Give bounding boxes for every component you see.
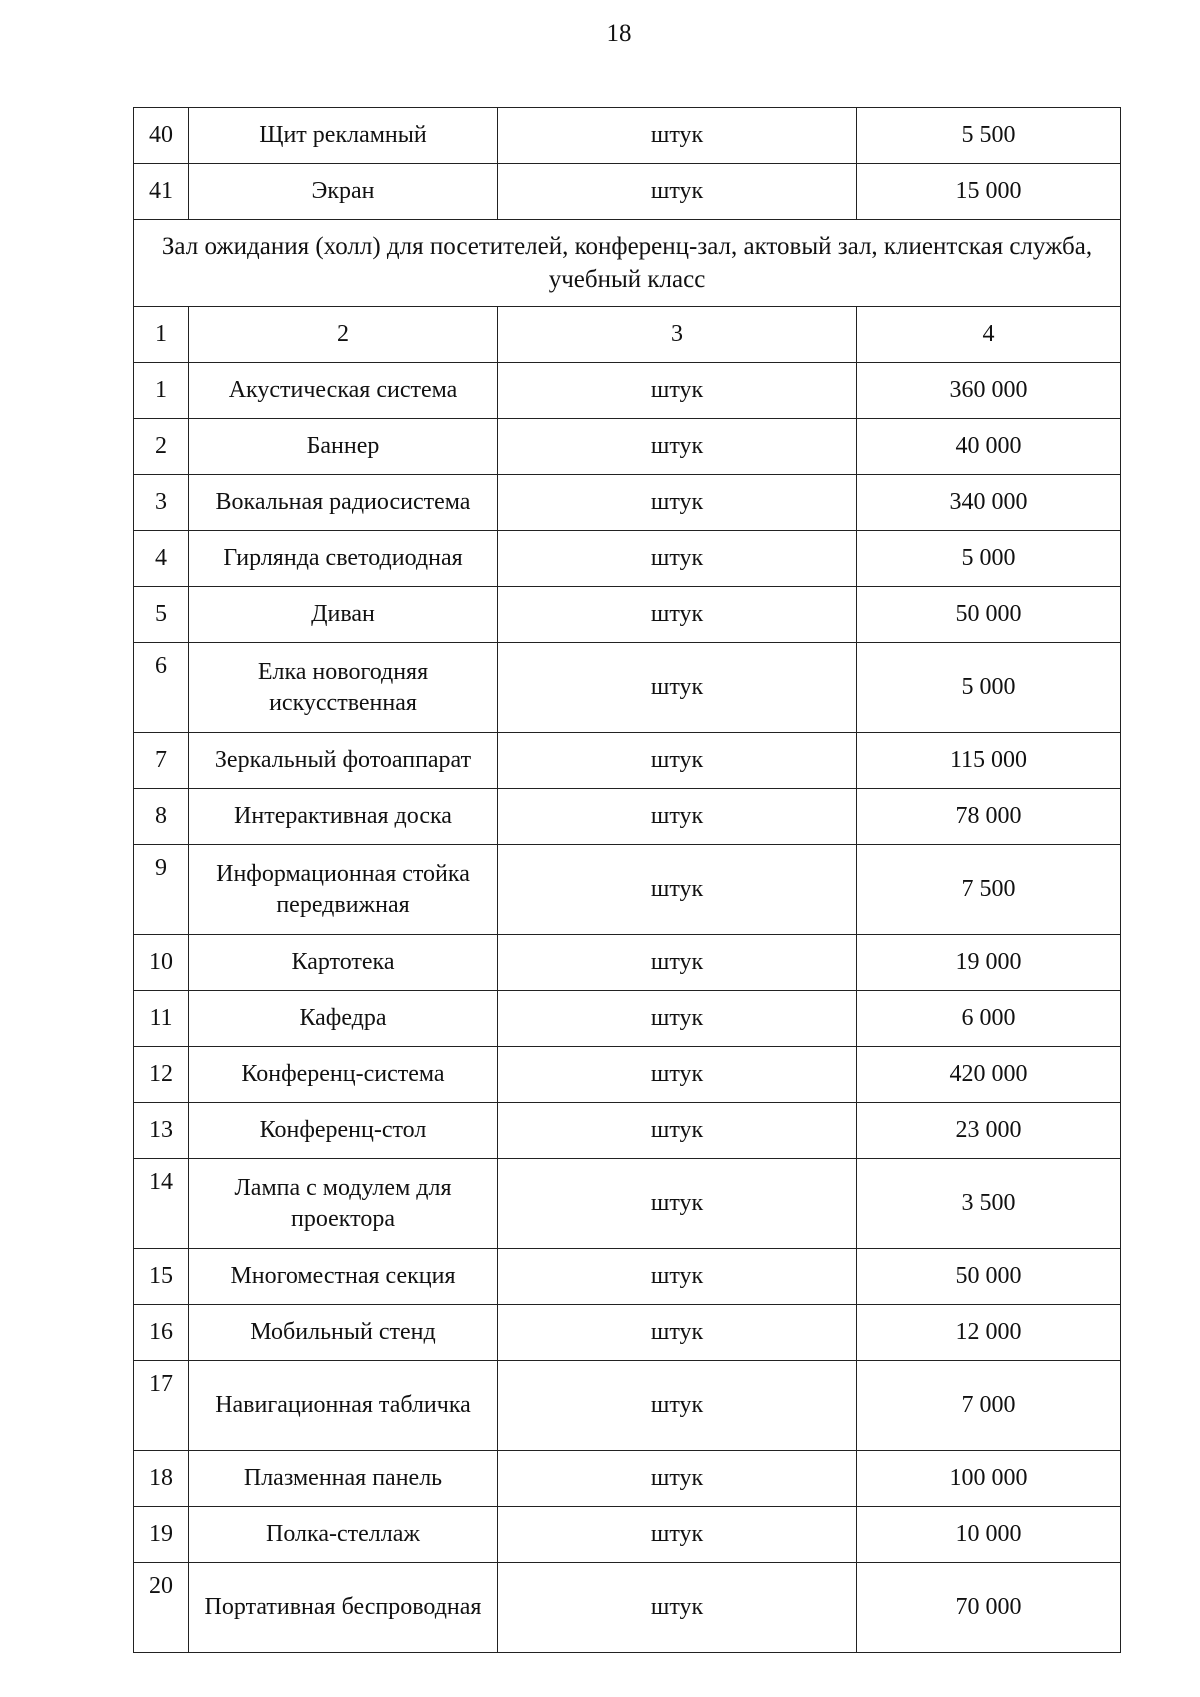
price-table <box>133 107 1121 1653</box>
item-price: 5 000 <box>857 643 1121 733</box>
table-row <box>134 1451 1121 1507</box>
item-price: 12 000 <box>857 1305 1121 1361</box>
table-row <box>134 1047 1121 1103</box>
item-name: Мобильный стенд <box>189 1305 498 1361</box>
item-price: 70 000 <box>857 1563 1121 1653</box>
table-row <box>134 1103 1121 1159</box>
row-number: 15 <box>134 1249 189 1305</box>
column-number-4: 4 <box>857 307 1121 363</box>
row-number: 16 <box>134 1305 189 1361</box>
row-number: 17 <box>134 1361 189 1451</box>
row-number: 3 <box>134 475 189 531</box>
column-number-row <box>134 307 1121 363</box>
table-row <box>134 789 1121 845</box>
item-unit: штук <box>498 363 857 419</box>
item-name: Зеркальный фотоаппарат <box>189 733 498 789</box>
item-unit: штук <box>498 587 857 643</box>
row-number: 6 <box>134 643 189 733</box>
item-price: 50 000 <box>857 587 1121 643</box>
section-row <box>134 220 1121 307</box>
item-price: 6 000 <box>857 991 1121 1047</box>
item-unit: штук <box>498 108 857 164</box>
item-unit: штук <box>498 935 857 991</box>
item-unit: штук <box>498 733 857 789</box>
item-name: Вокальная радиосистема <box>189 475 498 531</box>
row-number: 41 <box>134 164 189 220</box>
row-number: 13 <box>134 1103 189 1159</box>
table-row <box>134 991 1121 1047</box>
item-unit: штук <box>498 789 857 845</box>
item-unit: штук <box>498 845 857 935</box>
table-row <box>134 733 1121 789</box>
item-unit: штук <box>498 643 857 733</box>
item-unit: штук <box>498 1507 857 1563</box>
row-number: 11 <box>134 991 189 1047</box>
table-row <box>134 643 1121 733</box>
item-unit: штук <box>498 475 857 531</box>
table-row <box>134 363 1121 419</box>
row-number: 10 <box>134 935 189 991</box>
table-row <box>134 1563 1121 1653</box>
item-price: 100 000 <box>857 1451 1121 1507</box>
table-row <box>134 1159 1121 1249</box>
item-name: Информационная стойка передвижная <box>189 845 498 935</box>
item-unit: штук <box>498 419 857 475</box>
column-number-1: 1 <box>134 307 189 363</box>
row-number: 40 <box>134 108 189 164</box>
row-number: 12 <box>134 1047 189 1103</box>
item-price: 420 000 <box>857 1047 1121 1103</box>
item-unit: штук <box>498 1451 857 1507</box>
row-number: 4 <box>134 531 189 587</box>
table-row <box>134 845 1121 935</box>
item-name: Диван <box>189 587 498 643</box>
item-price: 3 500 <box>857 1159 1121 1249</box>
table-row <box>134 475 1121 531</box>
page-number: 18 <box>606 20 632 47</box>
section-title: Зал ожидания (холл) для посетителей, конференц-зал, актовый зал, клиентская служба, учебный класс <box>134 220 1121 307</box>
item-unit: штук <box>498 1305 857 1361</box>
item-name: Картотека <box>189 935 498 991</box>
item-unit: штук <box>498 164 857 220</box>
table-row <box>134 108 1121 164</box>
item-name: Лампа с модулем для проектора <box>189 1159 498 1249</box>
item-name: Конференц-система <box>189 1047 498 1103</box>
item-name: Многоместная секция <box>189 1249 498 1305</box>
item-unit: штук <box>498 1361 857 1451</box>
row-number: 5 <box>134 587 189 643</box>
item-name: Навигационная табличка <box>189 1361 498 1451</box>
item-price: 7 000 <box>857 1361 1121 1451</box>
item-price: 23 000 <box>857 1103 1121 1159</box>
item-price: 340 000 <box>857 475 1121 531</box>
item-name: Плазменная панель <box>189 1451 498 1507</box>
item-name: Щит рекламный <box>189 108 498 164</box>
row-number: 8 <box>134 789 189 845</box>
row-number: 14 <box>134 1159 189 1249</box>
table-row <box>134 419 1121 475</box>
table-row <box>134 1249 1121 1305</box>
item-price: 10 000 <box>857 1507 1121 1563</box>
item-price: 40 000 <box>857 419 1121 475</box>
item-price: 50 000 <box>857 1249 1121 1305</box>
column-number-2: 2 <box>189 307 498 363</box>
row-number: 2 <box>134 419 189 475</box>
item-unit: штук <box>498 531 857 587</box>
table-row <box>134 531 1121 587</box>
item-unit: штук <box>498 1047 857 1103</box>
item-price: 15 000 <box>857 164 1121 220</box>
item-price: 5 000 <box>857 531 1121 587</box>
item-price: 115 000 <box>857 733 1121 789</box>
item-unit: штук <box>498 991 857 1047</box>
row-number: 1 <box>134 363 189 419</box>
row-number: 20 <box>134 1563 189 1653</box>
table-row <box>134 1507 1121 1563</box>
item-unit: штук <box>498 1563 857 1653</box>
item-unit: штук <box>498 1249 857 1305</box>
item-name: Конференц-стол <box>189 1103 498 1159</box>
item-price: 19 000 <box>857 935 1121 991</box>
item-unit: штук <box>498 1103 857 1159</box>
item-name: Баннер <box>189 419 498 475</box>
item-name: Кафедра <box>189 991 498 1047</box>
item-unit: штук <box>498 1159 857 1249</box>
table-row <box>134 164 1121 220</box>
table-row <box>134 1305 1121 1361</box>
item-price: 360 000 <box>857 363 1121 419</box>
row-number: 7 <box>134 733 189 789</box>
item-price: 78 000 <box>857 789 1121 845</box>
item-price: 5 500 <box>857 108 1121 164</box>
item-name: Экран <box>189 164 498 220</box>
item-name: Портативная беспроводная <box>189 1563 498 1653</box>
row-number: 19 <box>134 1507 189 1563</box>
table-row <box>134 935 1121 991</box>
item-rows <box>134 363 1121 1653</box>
column-number-3: 3 <box>498 307 857 363</box>
row-number: 9 <box>134 845 189 935</box>
item-name: Гирлянда светодиодная <box>189 531 498 587</box>
item-name: Интерактивная доска <box>189 789 498 845</box>
item-price: 7 500 <box>857 845 1121 935</box>
item-name: Елка новогодняя искусственная <box>189 643 498 733</box>
item-name: Полка-стеллаж <box>189 1507 498 1563</box>
table-row <box>134 587 1121 643</box>
table-row <box>134 1361 1121 1451</box>
item-name: Акустическая система <box>189 363 498 419</box>
row-number: 18 <box>134 1451 189 1507</box>
